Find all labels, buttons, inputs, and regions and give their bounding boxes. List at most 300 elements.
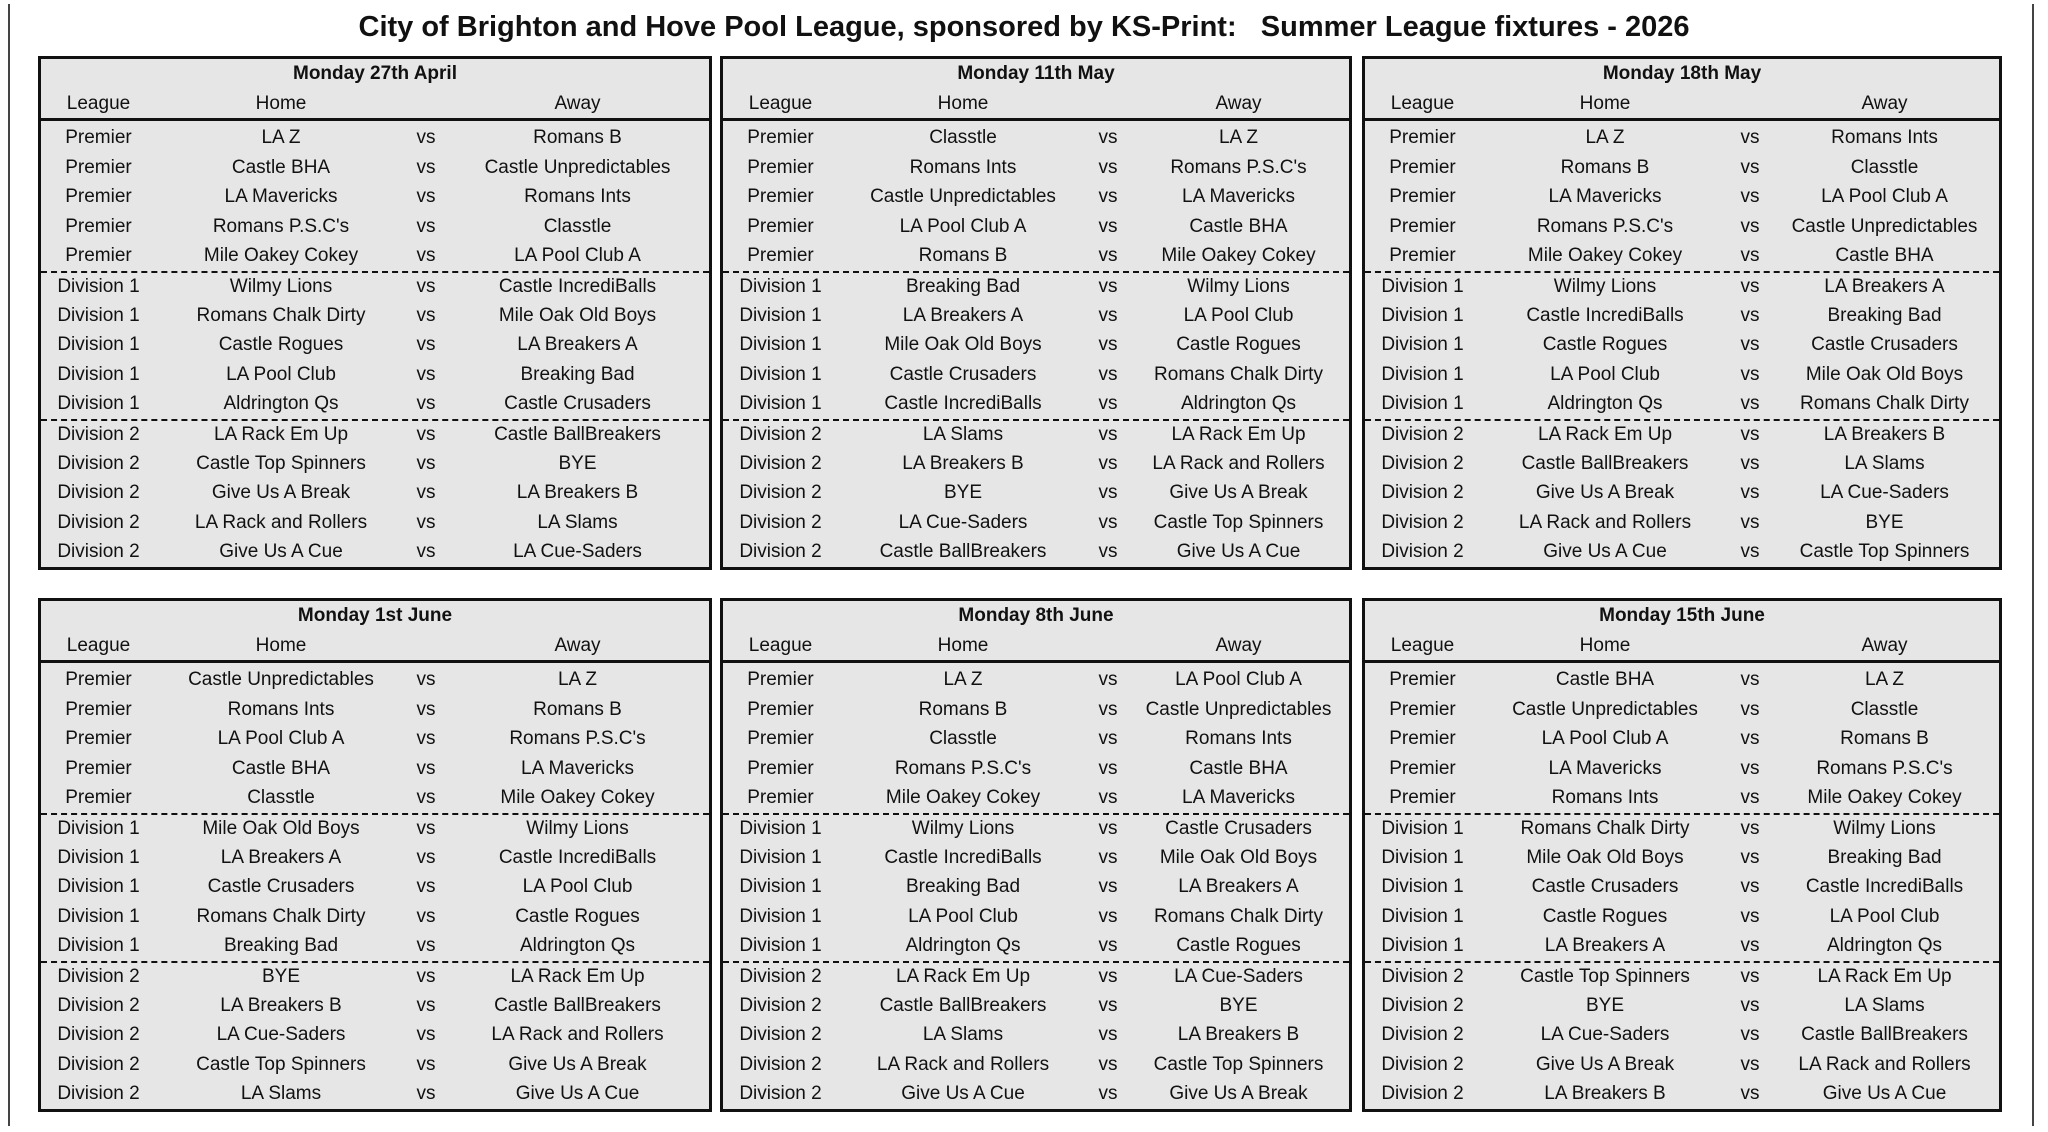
away-team-cell: Castle Unpredictables [1791, 215, 1978, 237]
away-team-cell: LA Slams [1844, 994, 1925, 1016]
home-team-cell: Romans Chalk Dirty [1520, 817, 1690, 839]
league-cell: Division 2 [57, 1083, 140, 1105]
vs-cell: vs [416, 935, 436, 957]
away-team-cell: LA Rack Em Up [1171, 423, 1306, 445]
league-cell: Premier [65, 787, 132, 809]
away-team-cell: LA Mavericks [521, 757, 634, 779]
fixture-row [1365, 389, 1999, 419]
away-team-cell: Breaking Bad [520, 363, 635, 385]
league-cell: Premier [1389, 245, 1456, 267]
league-cell: Division 1 [57, 935, 140, 957]
vs-cell: vs [1740, 363, 1760, 385]
league-cell: Premier [747, 669, 814, 690]
home-team-cell: Castle Rogues [1542, 334, 1668, 356]
league-cell: Division 1 [1381, 363, 1464, 385]
fixture-list [723, 663, 1349, 1109]
vs-cell: vs [1740, 334, 1760, 356]
home-team-cell: BYE [943, 482, 983, 504]
away-team-cell: Mile Oak Old Boys [1159, 846, 1318, 868]
away-team-cell: Romans Ints [1831, 127, 1938, 148]
league-cell: Premier [65, 186, 132, 208]
vs-cell: vs [1098, 393, 1118, 415]
column-header [723, 89, 1349, 121]
vs-cell: vs [1098, 156, 1118, 178]
league-cell: Division 2 [739, 965, 822, 987]
away-team-cell: Castle Rogues [1176, 334, 1301, 356]
away-team-cell: Castle Unpredictables [484, 156, 671, 178]
away-team-cell: Mile Oak Old Boys [1805, 363, 1964, 385]
vs-cell: vs [1098, 1053, 1118, 1075]
fixture-row [1365, 182, 1999, 212]
fixture-row [723, 508, 1349, 538]
home-team-cell: Castle Unpredictables [1512, 698, 1698, 720]
vs-cell: vs [1098, 787, 1118, 809]
league-cell: Division 1 [1381, 905, 1464, 927]
home-team-cell: Mile Oak Old Boys [202, 817, 360, 839]
away-team-cell: LA Z [1864, 669, 1905, 690]
league-cell: Division 1 [739, 334, 822, 356]
fixture-date: Monday 1st June [297, 605, 453, 626]
away-team-cell: LA Rack Em Up [1817, 965, 1952, 987]
fixture-block [1362, 56, 2002, 570]
fixture-row [1365, 301, 1999, 331]
vs-cell: vs [416, 541, 436, 563]
home-team-cell: LA Rack Em Up [213, 423, 349, 445]
vs-cell: vs [1098, 846, 1118, 868]
league-cell: Division 2 [57, 423, 140, 445]
league-cell: Division 2 [739, 482, 822, 504]
home-team-cell: Romans P.S.C's [894, 757, 1032, 779]
fixture-row [1365, 991, 1999, 1021]
home-team-cell: Castle Top Spinners [196, 452, 366, 474]
vs-cell: vs [416, 757, 436, 779]
home-team-cell: LA Z [943, 669, 983, 690]
fixture-row [723, 843, 1349, 873]
away-team-cell: Castle BHA [1835, 245, 1934, 267]
league-cell: Premier [65, 245, 132, 267]
away-team-cell: Castle Crusaders [1811, 334, 1958, 356]
fixture-row [41, 1020, 709, 1050]
home-team-cell: LA Breakers B [902, 452, 1024, 474]
vs-cell: vs [1098, 905, 1118, 927]
fixture-row [723, 872, 1349, 902]
vs-cell: vs [416, 905, 436, 927]
fixture-row [41, 153, 709, 183]
league-cell: Division 2 [1381, 482, 1464, 504]
home-team-cell: Give Us A Break [211, 482, 351, 504]
home-team-cell: BYE [1585, 994, 1625, 1016]
away-team-cell: LA Rack and Rollers [491, 1024, 664, 1046]
home-team-cell: Castle Unpredictables [188, 669, 374, 690]
vs-cell: vs [1098, 334, 1118, 356]
fixture-row [1365, 241, 1999, 271]
home-team-cell: Castle Crusaders [207, 876, 355, 898]
home-team-cell: LA Pool Club A [899, 215, 1027, 237]
away-team-cell: LA Rack Em Up [510, 965, 645, 987]
fixture-row [41, 843, 709, 873]
fixture-row [41, 665, 709, 695]
vs-cell: vs [1740, 156, 1760, 178]
league-cell: Division 2 [1381, 511, 1464, 533]
away-team-cell: Castle Crusaders [1165, 817, 1312, 839]
league-cell: Division 2 [57, 1024, 140, 1046]
home-team-cell: Castle Top Spinners [1520, 965, 1690, 987]
fixture-row [1365, 1050, 1999, 1080]
fixture-row [723, 301, 1349, 331]
vs-cell: vs [1098, 541, 1118, 563]
fixture-row [1365, 783, 1999, 813]
home-team-cell: LA Rack and Rollers [1518, 511, 1692, 533]
fixture-row [41, 783, 709, 813]
away-team-cell: LA Pool Club A [514, 245, 641, 267]
fixture-row [1365, 902, 1999, 932]
league-cell: Premier [1389, 698, 1456, 720]
league-cell: Division 1 [57, 334, 140, 356]
home-team-cell: LA Pool Club A [217, 728, 345, 750]
vs-cell: vs [1098, 511, 1118, 533]
away-team-cell: LA Slams [1844, 452, 1925, 474]
vs-cell: vs [1740, 846, 1760, 868]
fixture-date: Monday 11th May [957, 63, 1115, 84]
away-team-cell: Wilmy Lions [1187, 275, 1290, 297]
fixture-row [723, 123, 1349, 153]
away-team-cell: Romans Chalk Dirty [1154, 363, 1323, 385]
home-team-cell: LA Rack Em Up [1537, 423, 1673, 445]
league-cell: Premier [747, 245, 814, 267]
home-team-cell: LA Slams [240, 1083, 322, 1105]
vs-cell: vs [416, 787, 436, 809]
fixture-row [723, 961, 1349, 991]
away-team-cell: Castle BHA [1189, 757, 1288, 779]
home-team-cell: Castle IncrediBalls [1526, 304, 1684, 326]
fixture-row [723, 241, 1349, 271]
league-column-header: League [748, 635, 813, 656]
home-team-cell: Aldrington Qs [905, 935, 1021, 957]
league-cell: Premier [65, 156, 132, 178]
home-team-cell: Classtle [929, 127, 997, 148]
home-team-cell: LA Pool Club [908, 905, 1018, 927]
home-team-cell: LA Rack Em Up [895, 965, 1031, 987]
away-team-cell: Give Us A Break [1169, 482, 1308, 504]
league-cell: Division 2 [1381, 452, 1464, 474]
away-team-cell: Romans Chalk Dirty [1154, 905, 1323, 927]
fixture-row [41, 961, 709, 991]
fixture-block [720, 56, 1352, 570]
away-team-cell: Give Us A Cue [515, 1083, 640, 1105]
vs-cell: vs [416, 304, 436, 326]
away-team-cell: Castle Unpredictables [1145, 698, 1332, 720]
away-team-cell: LA Mavericks [1182, 186, 1295, 208]
league-column-header: League [748, 93, 813, 114]
league-cell: Premier [747, 127, 814, 148]
league-column-header: League [1390, 635, 1455, 656]
fixture-row [41, 931, 709, 961]
home-team-cell: LA Breakers B [1544, 1083, 1666, 1105]
away-team-cell: Breaking Bad [1827, 846, 1942, 868]
home-team-cell: Castle IncrediBalls [884, 846, 1042, 868]
vs-cell: vs [1740, 876, 1760, 898]
fixture-row [1365, 508, 1999, 538]
away-team-cell: LA Z [557, 669, 598, 690]
vs-cell: vs [1098, 817, 1118, 839]
home-column-header: Home [937, 635, 989, 656]
league-cell: Division 1 [1381, 334, 1464, 356]
league-cell: Premier [1389, 215, 1456, 237]
league-cell: Division 1 [1381, 935, 1464, 957]
home-team-cell: LA Breakers A [220, 846, 342, 868]
vs-cell: vs [1098, 186, 1118, 208]
fixture-date: Monday 15th June [1599, 605, 1765, 626]
fixture-row [723, 902, 1349, 932]
fixture-list [1365, 663, 1999, 1109]
league-cell: Premier [1389, 156, 1456, 178]
home-team-cell: LA Z [1585, 127, 1625, 148]
league-cell: Division 1 [57, 846, 140, 868]
away-team-cell: Mile Oakey Cokey [1161, 245, 1316, 267]
fixture-row [723, 360, 1349, 390]
away-team-cell: LA Z [1218, 127, 1259, 148]
home-team-cell: LA Breakers B [220, 994, 342, 1016]
fixture-row [723, 330, 1349, 360]
fixture-row [41, 813, 709, 843]
fixture-date: Monday 18th May [1602, 63, 1762, 84]
home-team-cell: Give Us A Break [1535, 1053, 1675, 1075]
fixture-row [723, 783, 1349, 813]
home-team-cell: Aldrington Qs [223, 393, 339, 415]
away-column-header: Away [554, 635, 601, 656]
fixture-list [41, 663, 709, 1109]
league-cell: Division 1 [57, 905, 140, 927]
fixture-row [41, 449, 709, 479]
league-cell: Division 1 [57, 393, 140, 415]
league-cell: Division 2 [1381, 1053, 1464, 1075]
league-cell: Division 2 [1381, 423, 1464, 445]
fixture-row [1365, 537, 1999, 567]
vs-cell: vs [1740, 423, 1760, 445]
away-team-cell: LA Breakers B [516, 482, 639, 504]
league-cell: Division 1 [739, 876, 822, 898]
fixture-row [41, 182, 709, 212]
vs-cell: vs [1740, 757, 1760, 779]
fixture-block [38, 56, 712, 570]
away-team-cell: Romans Ints [524, 186, 631, 208]
league-cell: Division 1 [1381, 275, 1464, 297]
vs-cell: vs [416, 728, 436, 750]
vs-cell: vs [1740, 393, 1760, 415]
fixture-row [723, 212, 1349, 242]
home-team-cell: LA Breakers A [902, 304, 1024, 326]
away-column-header: Away [1215, 635, 1262, 656]
away-team-cell: Romans P.S.C's [509, 728, 646, 750]
league-cell: Division 2 [57, 1053, 140, 1075]
away-team-cell: Castle Top Spinners [1799, 541, 1970, 563]
fixture-row [723, 449, 1349, 479]
home-team-cell: Give Us A Cue [901, 1083, 1025, 1105]
home-team-cell: LA Mavericks [1548, 757, 1662, 779]
home-team-cell: Breaking Bad [223, 935, 339, 957]
home-team-cell: Romans B [918, 245, 1008, 267]
away-column-header: Away [1215, 93, 1262, 114]
vs-cell: vs [1098, 876, 1118, 898]
fixture-row [41, 330, 709, 360]
away-team-cell: Romans Ints [1185, 728, 1292, 750]
away-team-cell: Romans Chalk Dirty [1800, 393, 1969, 415]
fixture-row [723, 1020, 1349, 1050]
vs-cell: vs [416, 452, 436, 474]
away-team-cell: Castle BallBreakers [494, 423, 661, 445]
home-team-cell: Mile Oak Old Boys [1526, 846, 1684, 868]
vs-cell: vs [1098, 1083, 1118, 1105]
away-team-cell: Castle IncrediBalls [498, 846, 657, 868]
away-team-cell: LA Rack and Rollers [1798, 1053, 1971, 1075]
league-cell: Division 1 [57, 876, 140, 898]
vs-cell: vs [1740, 1053, 1760, 1075]
league-cell: Division 2 [739, 1024, 822, 1046]
fixture-row [723, 419, 1349, 449]
away-team-cell: BYE [1219, 994, 1258, 1016]
league-cell: Division 2 [1381, 994, 1464, 1016]
fixture-row [41, 872, 709, 902]
away-team-cell: LA Breakers A [517, 334, 638, 356]
away-team-cell: Mile Oak Old Boys [498, 304, 657, 326]
home-team-cell: Castle Rogues [218, 334, 344, 356]
fixture-row [1365, 153, 1999, 183]
vs-cell: vs [416, 669, 436, 690]
home-team-cell: LA Slams [922, 423, 1004, 445]
away-team-cell: Classtle [1850, 156, 1919, 178]
home-team-cell: Mile Oak Old Boys [884, 334, 1042, 356]
home-team-cell: Castle Crusaders [889, 363, 1037, 385]
fixture-row [41, 695, 709, 725]
home-team-cell: Romans Ints [227, 698, 335, 720]
fixture-row [41, 271, 709, 301]
home-team-cell: Castle Unpredictables [870, 186, 1056, 208]
vs-cell: vs [1098, 757, 1118, 779]
home-team-cell: Romans Chalk Dirty [196, 304, 366, 326]
fixture-row [41, 724, 709, 754]
fixture-row [41, 389, 709, 419]
vs-cell: vs [1098, 669, 1118, 690]
away-team-cell: Wilmy Lions [526, 817, 629, 839]
league-cell: Division 1 [739, 817, 822, 839]
home-team-cell: BYE [261, 965, 301, 987]
fixture-row [723, 991, 1349, 1021]
vs-cell: vs [1098, 275, 1118, 297]
home-team-cell: Mile Oakey Cokey [203, 245, 359, 267]
home-team-cell: Wilmy Lions [229, 275, 333, 297]
home-team-cell: LA Rack and Rollers [194, 511, 368, 533]
vs-cell: vs [1098, 127, 1118, 148]
league-cell: Premier [65, 757, 132, 779]
league-cell: Premier [747, 698, 814, 720]
vs-cell: vs [1740, 1024, 1760, 1046]
league-cell: Division 2 [1381, 965, 1464, 987]
fixture-row [723, 665, 1349, 695]
vs-column-header [1088, 631, 1128, 660]
fixture-row [723, 271, 1349, 301]
away-team-cell: Aldrington Qs [519, 935, 636, 957]
vs-column-header [1730, 631, 1770, 660]
vs-cell: vs [416, 186, 436, 208]
home-team-cell: Castle Top Spinners [196, 1053, 366, 1075]
vs-cell: vs [416, 511, 436, 533]
league-cell: Premier [1389, 728, 1456, 750]
fixture-row [723, 813, 1349, 843]
vs-cell: vs [416, 994, 436, 1016]
vs-cell: vs [416, 1024, 436, 1046]
away-team-cell: Castle Top Spinners [1153, 511, 1324, 533]
away-team-cell: Mile Oakey Cokey [1807, 787, 1962, 809]
fixture-row [1365, 724, 1999, 754]
away-team-cell: LA Breakers A [1178, 876, 1299, 898]
fixture-row [723, 931, 1349, 961]
league-cell: Division 2 [1381, 1024, 1464, 1046]
away-team-cell: Romans B [533, 127, 622, 148]
home-team-cell: Give Us A Cue [219, 541, 343, 563]
away-team-cell: Give Us A Break [1169, 1083, 1308, 1105]
vs-cell: vs [1098, 994, 1118, 1016]
vs-cell: vs [416, 127, 436, 148]
home-team-cell: Give Us A Cue [1543, 541, 1667, 563]
fixture-row [723, 1079, 1349, 1109]
column-header [1365, 89, 1999, 121]
league-cell: Premier [747, 156, 814, 178]
fixture-row [41, 991, 709, 1021]
vs-cell: vs [1740, 482, 1760, 504]
league-cell: Premier [65, 698, 132, 720]
away-team-cell: LA Mavericks [1182, 787, 1295, 809]
vs-column-header [1088, 89, 1128, 118]
fixture-row [41, 123, 709, 153]
vs-cell: vs [1740, 698, 1760, 720]
home-column-header: Home [1579, 635, 1631, 656]
vs-cell: vs [1740, 669, 1760, 690]
vs-cell: vs [1740, 541, 1760, 563]
league-cell: Division 2 [57, 452, 140, 474]
fixture-row [41, 478, 709, 508]
league-column-header: League [1390, 93, 1455, 114]
home-team-cell: LA Cue-Saders [216, 1024, 346, 1046]
away-team-cell: Castle Top Spinners [1153, 1053, 1324, 1075]
home-team-cell: LA Cue-Saders [1540, 1024, 1670, 1046]
league-cell: Division 2 [739, 541, 822, 563]
home-team-cell: Wilmy Lions [1553, 275, 1657, 297]
vs-cell: vs [1098, 965, 1118, 987]
column-header [41, 89, 709, 121]
column-header [41, 631, 709, 663]
league-cell: Division 2 [57, 994, 140, 1016]
league-cell: Premier [1389, 186, 1456, 208]
home-team-cell: Castle BallBreakers [879, 994, 1047, 1016]
fixture-row [723, 478, 1349, 508]
away-team-cell: BYE [558, 452, 597, 474]
fixture-row [723, 1050, 1349, 1080]
away-team-cell: BYE [1865, 511, 1904, 533]
vs-cell: vs [1098, 304, 1118, 326]
home-team-cell: LA Pool Club [1550, 363, 1660, 385]
league-cell: Division 1 [57, 304, 140, 326]
away-team-cell: Castle BallBreakers [494, 994, 661, 1016]
fixture-row [41, 212, 709, 242]
home-team-cell: Wilmy Lions [911, 817, 1015, 839]
vs-cell: vs [416, 1083, 436, 1105]
league-cell: Division 1 [57, 363, 140, 385]
home-team-cell: LA Pool Club [226, 363, 336, 385]
league-cell: Premier [1389, 669, 1456, 690]
fixture-row [1365, 1020, 1999, 1050]
vs-cell: vs [1098, 1024, 1118, 1046]
away-team-cell: Aldrington Qs [1180, 393, 1297, 415]
